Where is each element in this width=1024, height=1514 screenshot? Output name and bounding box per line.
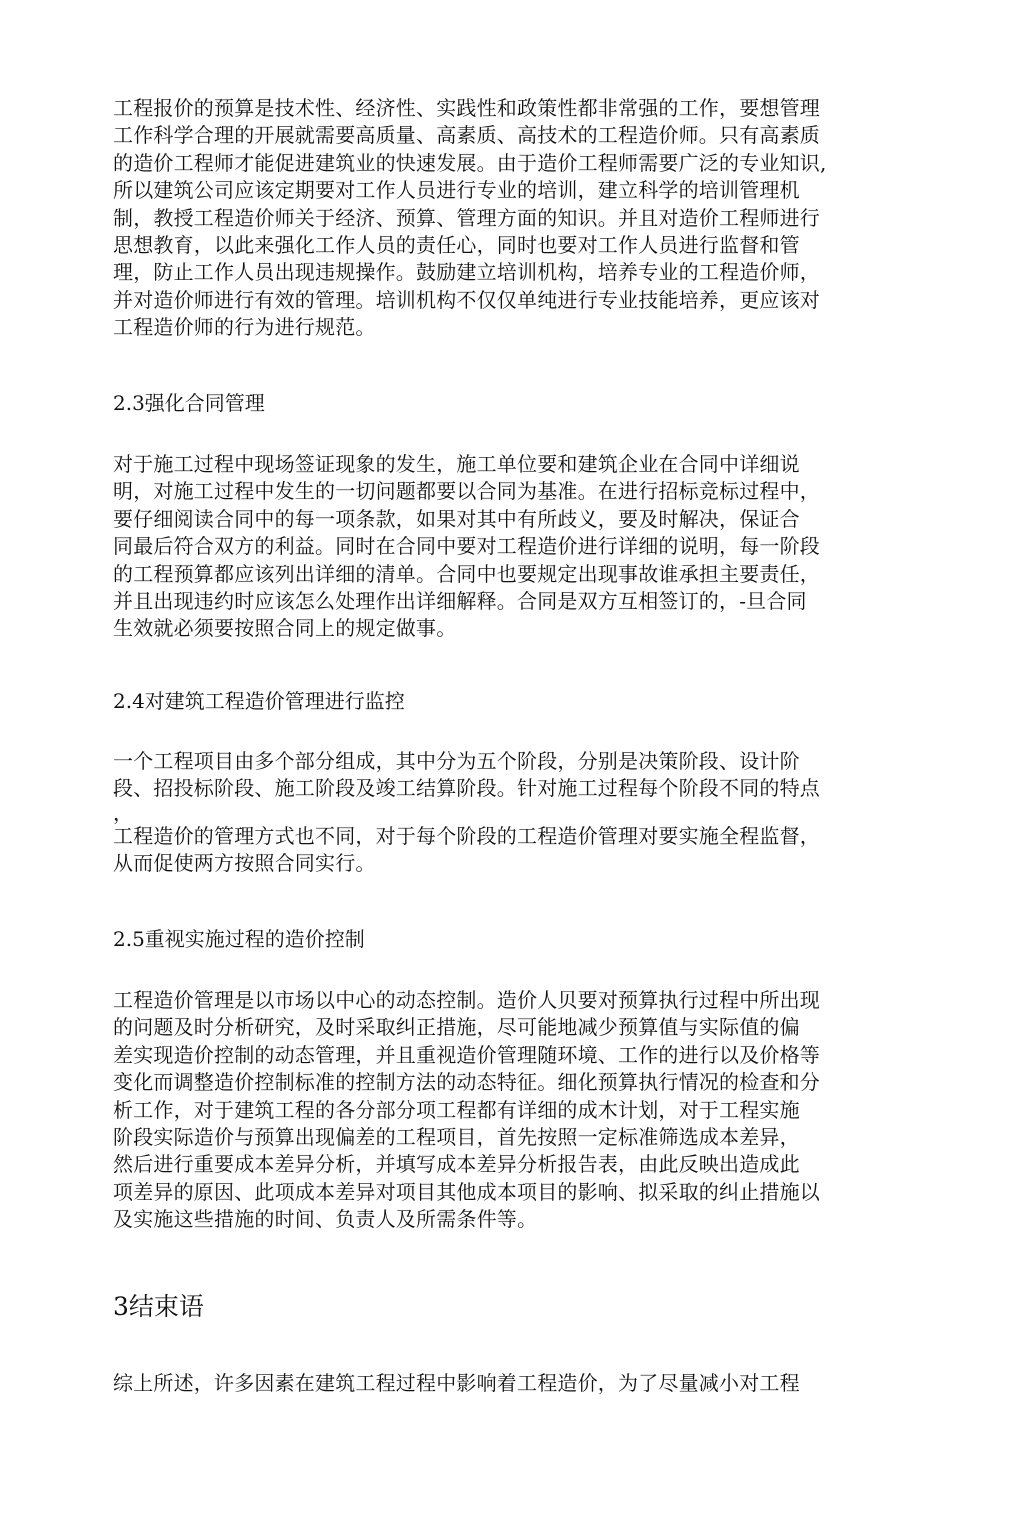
paragraph-line: 的造价工程师才能促进建筑业的快速发展。由于造价工程师需要广泛的专业知识,: [113, 150, 827, 175]
paragraph-line: 思想教育，以此来强化工作人员的责任心，同时也要对工作人员进行监督和管: [113, 233, 800, 258]
paragraph-contract: [113, 451, 903, 643]
paragraph-line: 要仔细阅读合同中的每一项条款，如果对其中有所歧义，要及时解决，保证合: [113, 506, 800, 531]
paragraph-line: 然后进行重要成本差异分析，并填写成本差异分析报告表，由此反映出造成此: [113, 1152, 800, 1177]
paragraph-line: 工程造价管理是以市场以中心的动态控制。造价人贝要对预算执行过程中所出现: [113, 988, 820, 1012]
paragraph-line: 工程报价的预算是技术性、经济性、实践性和政策性都非常强的工作，要想管理: [113, 96, 820, 120]
paragraph-line: 变化而调整造价控制标准的控制方法的动态特征。细化预算执行情况的检查和分: [113, 1070, 820, 1095]
section-heading-2-5: 2.5重视实施过程的造价控制: [113, 927, 365, 951]
paragraph-line: 工程造价师的行为进行规范。: [113, 315, 376, 340]
section-heading-2-4: 2.4对建筑工程造价管理进行监控: [113, 689, 405, 713]
paragraph-line: 并且出现违约时应该怎么处理作出详细解释。合同是双方互相签订的，-旦合同: [113, 589, 807, 614]
paragraph-line: 差实现造价控制的动态管理，并且重视造价管理随环境、工作的进行以及价格等: [113, 1042, 820, 1067]
paragraph-line: 工作科学合理的开展就需要高质量、高素质、高技术的工程造价师。只有高素质: [113, 123, 820, 148]
paragraph-line: 及实施这些措施的时间、负责人及所需条件等。: [113, 1207, 538, 1232]
paragraph-training: [113, 95, 903, 342]
paragraph-line: 所以建筑公司应该定期要对工作人员进行专业的培训，建立科学的培训管理机: [113, 178, 800, 203]
paragraph-line: 理，防止工作人员出现违规操作。鼓励建立培训机构，培养专业的工程造价师，: [113, 260, 820, 285]
paragraph-cost-control: [113, 987, 903, 1234]
paragraph-line: 制，教授工程造价师关于经济、预算、管理方面的知识。并且对造价工程师进行: [113, 205, 820, 230]
paragraph-line: 析工作，对于建筑工程的各分部分项工程都有详细的成木计划，对于工程实施: [113, 1097, 800, 1122]
paragraph-line: 明，对施工过程中发生的一切问题都要以合同为基准。在进行招标竞标过程中，: [113, 479, 820, 504]
paragraph-line: 综上所述，许多因素在建筑工程过程中影响着工程造价，为了尽量减小对工程: [113, 1371, 800, 1395]
paragraph-line: 的问题及时分析研究，及时采取纠正措施，尽可能地减少预算值与实际值的偏: [113, 1015, 800, 1040]
paragraph-line: 一个工程项目由多个部分组成，其中分为五个阶段，分别是决策阶段、设计阶: [113, 749, 800, 773]
paragraph-line: 生效就必须要按照合同上的规定做事。: [113, 616, 457, 641]
section-heading-3: 3结束语: [113, 1292, 204, 1321]
paragraph-line: 从而促使两方按照合同实行。: [113, 851, 376, 876]
paragraph-line: 工程造价的管理方式也不同，对于每个阶段的工程造价管理对要实施全程监督，: [113, 823, 820, 848]
paragraph-conclusion: [113, 1370, 903, 1397]
paragraph-line: 阶段实际造价与预算出现偏差的工程项目，首先按照一定标准筛选成本差异，: [113, 1125, 800, 1150]
paragraph-line: 对于施工过程中现场签证现象的发生，施工单位要和建筑企业在合同中详细说: [113, 452, 800, 476]
paragraph-line: 同最后符合双方的利益。同时在合同中要对工程造价进行详细的说明，每一阶段: [113, 534, 820, 559]
section-heading-2-3: 2.3强化合同管理: [113, 391, 265, 415]
paragraph-line: 项差异的原因、此项成本差异对项目其他成本项目的影响、拟采取的纠止措施以: [113, 1179, 820, 1204]
paragraph-monitoring: [113, 748, 903, 878]
paragraph-line: 并对造价师进行有效的管理。培训机构不仅仅单纯进行专业技能培养，更应该对: [113, 287, 820, 312]
paragraph-line: 段、招投标阶段、施工阶段及竣工结算阶段。针对施工过程每个阶段不同的特点: [113, 776, 820, 801]
paragraph-line: ，: [113, 800, 134, 825]
paragraph-line: 的工程预算都应该列出详细的清单。合同中也要规定出现事故谁承担主要责任，: [113, 561, 820, 586]
